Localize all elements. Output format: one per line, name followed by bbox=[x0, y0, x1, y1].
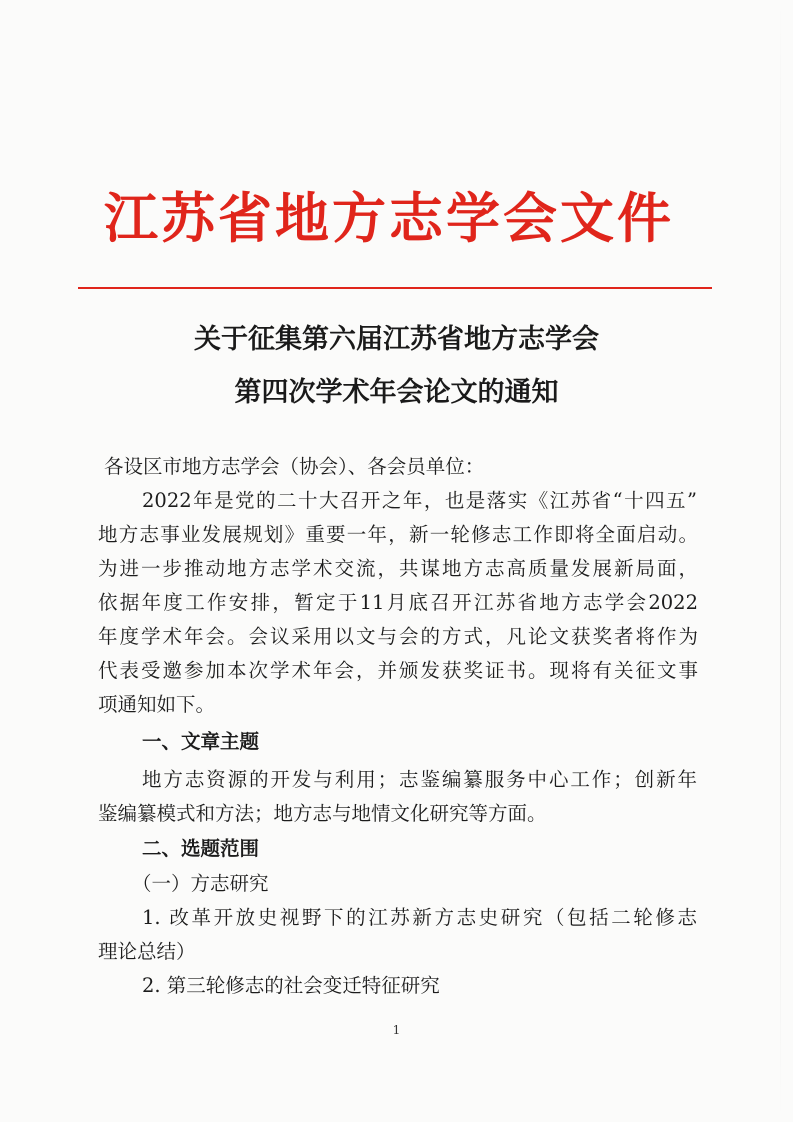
paragraph-line: 年度学术年会。会议采用以文与会的方式，凡论文获奖者将作为 bbox=[98, 625, 698, 648]
scan-edge-shadow bbox=[780, 0, 781, 1122]
paragraph-line: 为进一步推动地方志学术交流，共谋地方志高质量发展新局面， bbox=[98, 557, 698, 580]
list-item-line: 2. 第三轮修志的社会变迁特征研究 bbox=[142, 974, 440, 997]
paragraph-line: 代表受邀参加本次学术年会，并颁发获奖证书。现将有关征文事 bbox=[98, 659, 698, 682]
list-item-line: 理论总结） bbox=[98, 940, 196, 963]
section-text-line: 鉴编纂模式和方法；地方志与地情文化研究等方面。 bbox=[98, 802, 547, 825]
paragraph-line: 项通知如下。 bbox=[98, 693, 216, 716]
document-title-line-2: 第四次学术年会论文的通知 bbox=[234, 377, 559, 408]
red-divider-line bbox=[78, 287, 712, 289]
salutation: 各设区市地方志学会（协会）、各会员单位： bbox=[104, 455, 485, 478]
subsection-heading: （一）方志研究 bbox=[132, 872, 269, 895]
section-heading: 二、选题范围 bbox=[142, 837, 260, 860]
document-header-title: 江苏省地方志学会文件 bbox=[104, 186, 674, 250]
list-item-line: 1. 改革开放史视野下的江苏新方志史研究（包括二轮修志 bbox=[142, 906, 697, 929]
section-text-line: 地方志资源的开发与利用；志鉴编纂服务中心工作；创新年 bbox=[142, 768, 697, 791]
paragraph-line: 地方志事业发展规划》重要一年，新一轮修志工作即将全面启动。 bbox=[98, 523, 698, 546]
document-title-line-1: 关于征集第六届江苏省地方志学会 bbox=[194, 324, 599, 355]
paragraph-line: 依据年度工作安排，暂定于11月底召开江苏省地方志学会2022 bbox=[98, 591, 698, 614]
page-number: 1 bbox=[392, 1023, 401, 1037]
paragraph-line: 2022年是党的二十大召开之年，也是落实《江苏省“十四五” bbox=[142, 489, 697, 512]
section-heading: 一、文章主题 bbox=[142, 730, 260, 753]
